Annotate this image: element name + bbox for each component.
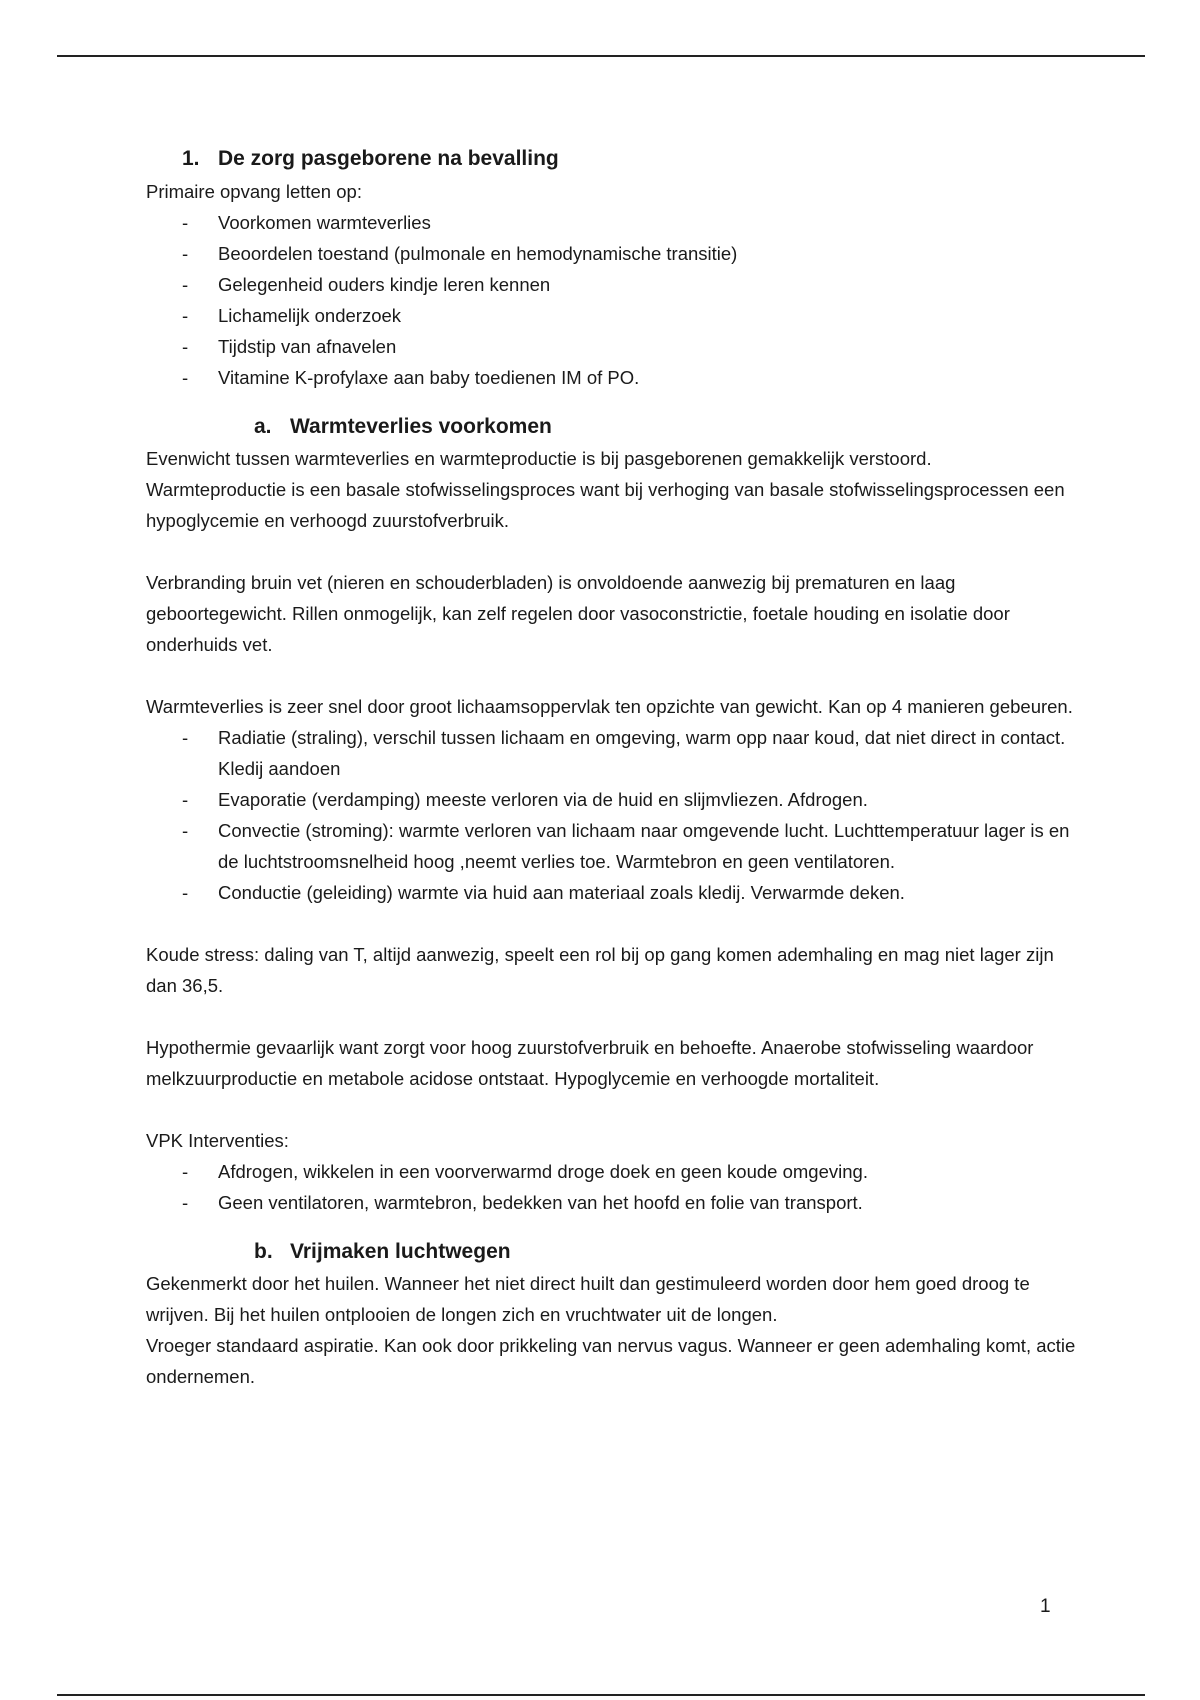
dash-bullet: - xyxy=(182,305,189,326)
paragraph: Verbranding bruin vet (nieren en schouderbladen) is onvoldoende aanwezig bij prematuren en laag geboortegewicht. Rillen onmogelijk, kan zelf regelen door vasoconstrictie, foetale houding en isolatie door onderhuids vet. xyxy=(146,572,1010,655)
list-item: - Vitamine K-profylaxe aan baby toedienen IM of PO. xyxy=(146,362,1076,393)
section-a-title: Warmteverlies voorkomen xyxy=(290,415,552,438)
section-b-letter: b. xyxy=(254,1240,273,1263)
section-b-heading xyxy=(146,1232,1076,1268)
spacer xyxy=(146,393,1076,407)
list-item: - Lichamelijk onderzoek xyxy=(146,300,1076,331)
dash-bullet: - xyxy=(182,1192,189,1213)
heat-loss-ways-list xyxy=(146,722,1076,908)
section-b-title: Vrijmaken luchtwegen xyxy=(290,1240,511,1263)
list-item: - Evaporatie (verdamping) meeste verloren via de huid en slijmvliezen. Afdrogen. xyxy=(146,784,1076,815)
dash-bullet: - xyxy=(182,1161,189,1182)
paragraph: Warmteverlies is zeer snel door groot lichaamsoppervlak ten opzichte van gewicht. Kan op 4 manieren gebeuren. xyxy=(146,696,1073,717)
interventions-list xyxy=(146,1156,1076,1218)
section-a-letter: a. xyxy=(254,415,272,438)
interventions-label: VPK Interventies: xyxy=(146,1130,289,1151)
list-item: - Geen ventilatoren, warmtebron, bedekken van het hoofd en folie van transport. xyxy=(146,1187,1076,1218)
list-item: - Conductie (geleiding) warmte via huid aan materiaal zoals kledij. Verwarmde deken. xyxy=(146,877,1076,908)
dash-bullet: - xyxy=(182,336,189,357)
dash-bullet: - xyxy=(182,212,189,233)
paragraph: Hypothermie gevaarlijk want zorgt voor hoog zuurstofverbruik en behoefte. Anaerobe stofwisseling waardoor melkzuurproductie en metabole acidose ontstaat. Hypoglycemie en verhoogde mortaliteit. xyxy=(146,1037,1034,1089)
paragraph: Gekenmerkt door het huilen. Wanneer het niet direct huilt dan gestimuleerd worden door hem goed droog te wrijven. Bij het huilen ontplooien de longen zich en vruchtwater uit de longen. xyxy=(146,1273,1030,1325)
dash-bullet: - xyxy=(182,274,189,295)
list-item: - Tijdstip van afnavelen xyxy=(146,331,1076,362)
section-1-intro: Primaire opvang letten op: xyxy=(146,181,362,202)
page-number: 1 xyxy=(1040,1596,1051,1617)
header-rule xyxy=(57,55,1145,57)
section-a-heading xyxy=(146,407,1076,443)
dash-bullet: - xyxy=(182,367,189,388)
list-item: - Gelegenheid ouders kindje leren kennen xyxy=(146,269,1076,300)
document-body xyxy=(146,142,1076,1392)
list-item: - Afdrogen, wikkelen in een voorverwarmd droge doek en geen koude omgeving. xyxy=(146,1156,1076,1187)
spacer xyxy=(146,1001,1076,1032)
list-item: - Convectie (stroming): warmte verloren van lichaam naar omgevende lucht. Luchttemperatuur lager is en de luchtstroomsnelheid hoog ,neemt verlies toe. Warmtebron en geen ventilatoren. xyxy=(146,815,1076,877)
footer-rule xyxy=(57,1694,1145,1696)
spacer xyxy=(146,536,1076,567)
dash-bullet: - xyxy=(182,789,189,810)
section-1-heading xyxy=(146,142,1076,176)
list-item: - Beoordelen toestand (pulmonale en hemodynamische transitie) xyxy=(146,238,1076,269)
section-1-number: 1. xyxy=(182,147,200,170)
dash-bullet: - xyxy=(182,820,189,841)
paragraph: Koude stress: daling van T, altijd aanwezig, speelt een rol bij op gang komen ademhaling en mag niet lager zijn dan 36,5. xyxy=(146,944,1054,996)
list-item: - Radiatie (straling), verschil tussen lichaam en omgeving, warm opp naar koud, dat niet direct in contact. Kledij aandoen xyxy=(146,722,1076,784)
spacer xyxy=(146,908,1076,939)
dash-bullet: - xyxy=(182,243,189,264)
section-1-title: De zorg pasgeborene na bevalling xyxy=(218,147,559,170)
spacer xyxy=(146,660,1076,691)
spacer xyxy=(146,1094,1076,1125)
paragraph: Vroeger standaard aspiratie. Kan ook door prikkeling van nervus vagus. Wanneer er geen ademhaling komt, actie ondernemen. xyxy=(146,1335,1076,1387)
section-1-list xyxy=(146,207,1076,393)
dash-bullet: - xyxy=(182,882,189,903)
paragraph: Evenwicht tussen warmteverlies en warmteproductie is bij pasgeborenen gemakkelijk verstoord. Warmteproductie is een basale stofwisselingsproces want bij verhoging van basale stofwisselingsprocessen een hypoglycemie en verhoogd zuurstofverbruik. xyxy=(146,448,1065,531)
dash-bullet: - xyxy=(182,727,189,748)
spacer xyxy=(146,1218,1076,1232)
list-item: - Voorkomen warmteverlies xyxy=(146,207,1076,238)
